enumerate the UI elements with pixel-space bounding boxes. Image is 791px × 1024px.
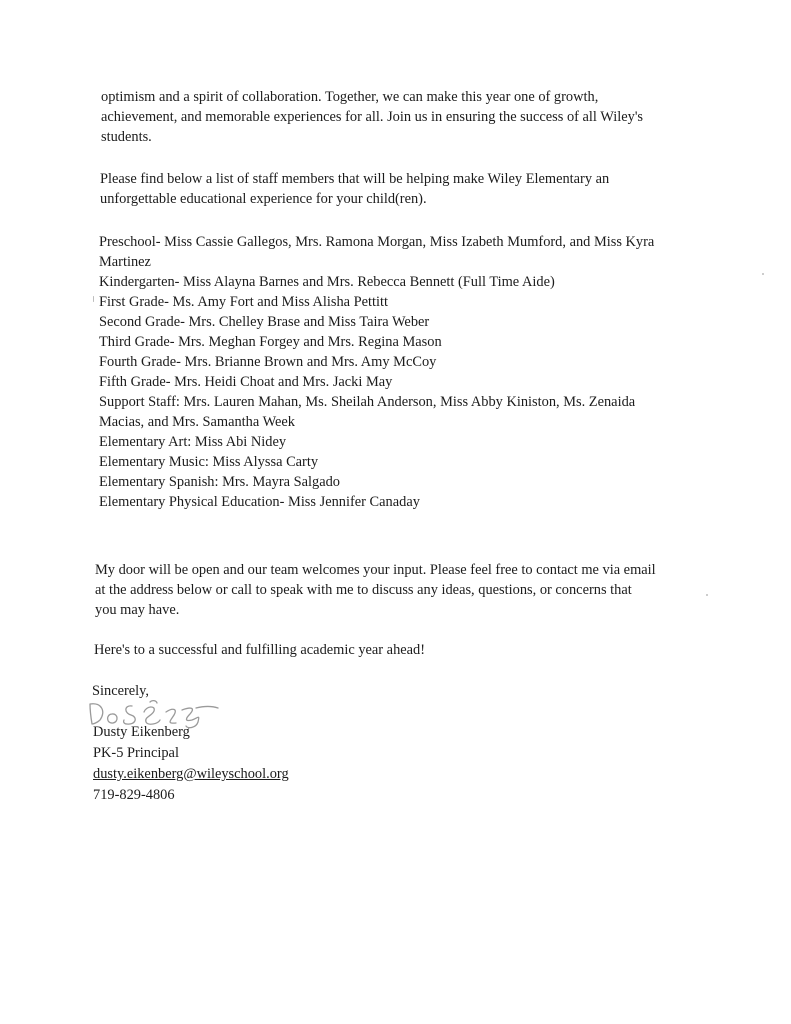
staff-intro-line-2: unforgettable educational experience for your child(ren). [100,191,427,207]
contact-line-1: My door will be open and our team welcomes your input. Please feel free to contact me via email [95,562,656,578]
staff-list-item: Kindergarten- Miss Alayna Barnes and Mrs. Rebecca Bennett (Full Time Aide) [99,274,555,290]
staff-list [99,232,654,512]
intro-paragraph [101,87,643,147]
intro-line-1: optimism and a spirit of collaboration. Together, we can make this year one of growth, [101,89,599,105]
staff-list-item: Elementary Art: Miss Abi Nidey [99,434,287,450]
staff-list-item: Fourth Grade- Mrs. Brianne Brown and Mrs. Amy McCoy [99,354,437,370]
staff-list-item: Elementary Music: Miss Alyssa Carty [99,454,319,470]
contact-paragraph [95,560,656,620]
intro-line-3: students. [101,129,152,145]
intro-line-2: achievement, and memorable experiences for all. Join us in ensuring the success of all Wiley's [101,109,644,125]
scan-speck [93,296,94,302]
staff-list-item: Second Grade- Mrs. Chelley Brase and Miss Taira Weber [99,314,430,330]
contact-line-2: at the address below or call to speak with me to discuss any ideas, questions, or concerns that [95,582,632,598]
staff-list-item: Elementary Physical Education- Miss Jennifer Canaday [99,494,420,510]
email-link[interactable]: dusty.eikenberg@wileyschool.org [93,766,289,782]
staff-list-item: Fifth Grade- Mrs. Heidi Choat and Mrs. Jacki May [99,374,393,390]
staff-list-item: Martinez [99,254,151,270]
contact-line-3: you may have. [95,602,180,618]
salutation: Sincerely, [92,683,150,699]
staff-intro-line-1: Please find below a list of staff members that will be helping make Wiley Elementary an [100,171,610,187]
staff-list-item: Elementary Spanish: Mrs. Mayra Salgado [99,474,340,490]
staff-list-item: Preschool- Miss Cassie Gallegos, Mrs. Ramona Morgan, Miss Izabeth Mumford, and Miss Kyra [99,234,655,250]
scan-speck [706,594,708,596]
staff-list-item: Macias, and Mrs. Samantha Week [99,414,295,430]
signer-email[interactable] [93,764,289,784]
signer-phone: 719-829-4806 [93,787,175,803]
closing-line: Here's to a successful and fulfilling academic year ahead! [94,642,426,658]
staff-intro-paragraph [100,169,609,209]
signer-name: Dusty Eikenberg [93,724,190,740]
scan-speck [762,273,764,275]
staff-list-item: Third Grade- Mrs. Meghan Forgey and Mrs. Regina Mason [99,334,442,350]
staff-list-item: First Grade- Ms. Amy Fort and Miss Alisha Pettitt [99,294,389,310]
signer-title: PK-5 Principal [93,745,179,761]
staff-list-item: Support Staff: Mrs. Lauren Mahan, Ms. Sheilah Anderson, Miss Abby Kiniston, Ms. Zenaida [99,394,636,410]
